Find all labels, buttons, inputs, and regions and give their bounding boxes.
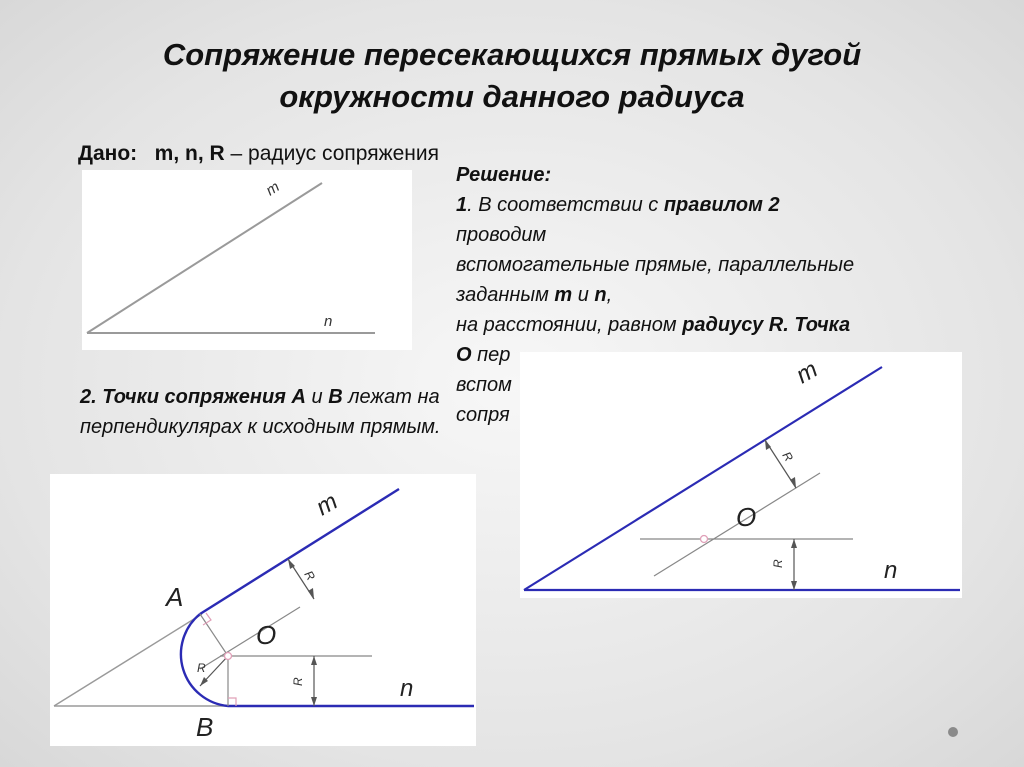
fillet-label-r2: R <box>291 677 305 686</box>
fillet-label-n: n <box>400 675 414 702</box>
fillet-label-a: A <box>166 582 184 612</box>
line5-radius: радиусу R <box>682 314 784 336</box>
line4-text: заданным <box>456 284 555 306</box>
slide-nav-dot[interactable] <box>948 727 958 737</box>
fillet-right-angle-b <box>228 698 236 706</box>
given-items: m, n, R <box>154 142 225 165</box>
line5-text: на расстоянии, равном <box>456 314 683 336</box>
fillet-dim-arrow-2 <box>308 588 314 599</box>
line6-text: пер <box>471 344 511 366</box>
solution-line-7: вспом <box>456 374 512 396</box>
solution-line-1 <box>456 190 976 220</box>
aux-dim-arrow-2 <box>790 477 796 488</box>
solution-line-8: сопря <box>456 404 510 426</box>
given-label-m: m <box>262 178 283 200</box>
step2-line-1 <box>80 382 440 412</box>
title-line-1: Сопряжение пересекающихся прямых дугой <box>162 37 862 72</box>
given-line-m <box>87 183 322 333</box>
fillet-line-m <box>200 489 399 614</box>
step2-end: лежат на <box>342 386 440 408</box>
fillet-arc <box>181 614 228 706</box>
line6-o: O <box>456 344 472 366</box>
aux-label-m: m <box>791 355 823 390</box>
step2-point-a: А <box>291 386 306 408</box>
step2-lead: 2. Точки сопряжения <box>80 386 292 408</box>
fillet-label-b: B <box>196 712 214 742</box>
given-diagram-panel <box>82 170 412 350</box>
fillet-construction-m <box>54 614 202 706</box>
fillet-label-o: O <box>256 620 277 650</box>
fillet-label-m: m <box>311 487 343 522</box>
aux-label-n: n <box>884 557 898 584</box>
solution-line-4 <box>456 280 976 310</box>
line4-m: m <box>554 284 573 306</box>
fillet-dim-arrow-4 <box>311 697 317 706</box>
fillet-label-r1: R <box>301 568 318 583</box>
fillet-center-o <box>225 653 232 660</box>
fillet-diagram-panel <box>50 474 476 746</box>
solution-line-5 <box>456 310 976 340</box>
fillet-parallel-m <box>200 607 300 669</box>
step2-text <box>80 382 440 442</box>
given-statement <box>78 142 439 166</box>
line5-point: . Точка <box>783 314 851 336</box>
fillet-radius-to-a <box>200 614 228 656</box>
solution-line-2: проводим <box>456 224 547 246</box>
step2-line-2: перпендикулярах к исходным прямым. <box>80 416 441 438</box>
aux-dim-arrow-4 <box>791 581 797 590</box>
aux-label-r1: R <box>779 449 796 464</box>
step1-text: . В соответствии с <box>467 194 664 216</box>
step2-and: и <box>305 386 329 408</box>
step1-rule: правилом 2 <box>663 194 780 216</box>
fillet-dim-arrow-3 <box>311 656 317 665</box>
solution-line-3: вспомогательные прямые, параллельные <box>456 254 855 276</box>
solution-line-6 <box>456 340 976 370</box>
slide-title <box>0 34 1024 118</box>
solution-text <box>456 160 976 430</box>
title-line-2: окружности данного радиуса <box>279 79 745 114</box>
aux-label-o: O <box>736 502 757 532</box>
aux-dim-arrow-3 <box>791 539 797 548</box>
fillet-right-angle-a <box>203 613 211 625</box>
line4-end: , <box>606 284 613 306</box>
fillet-label-r0: R <box>197 661 206 675</box>
aux-center-o <box>701 536 708 543</box>
given-diagram <box>82 170 412 350</box>
line4-and: и <box>572 284 595 306</box>
step2-point-b: В <box>328 386 343 408</box>
given-label-n: n <box>324 313 333 330</box>
line4-n: n <box>594 284 607 306</box>
given-label: Дано: <box>78 142 138 165</box>
given-text: – радиус сопряжения <box>224 142 440 165</box>
fillet-diagram <box>50 474 476 746</box>
solution-heading: Решение: <box>456 164 552 186</box>
step1-number: 1 <box>456 194 468 216</box>
aux-label-r2: R <box>771 559 785 568</box>
